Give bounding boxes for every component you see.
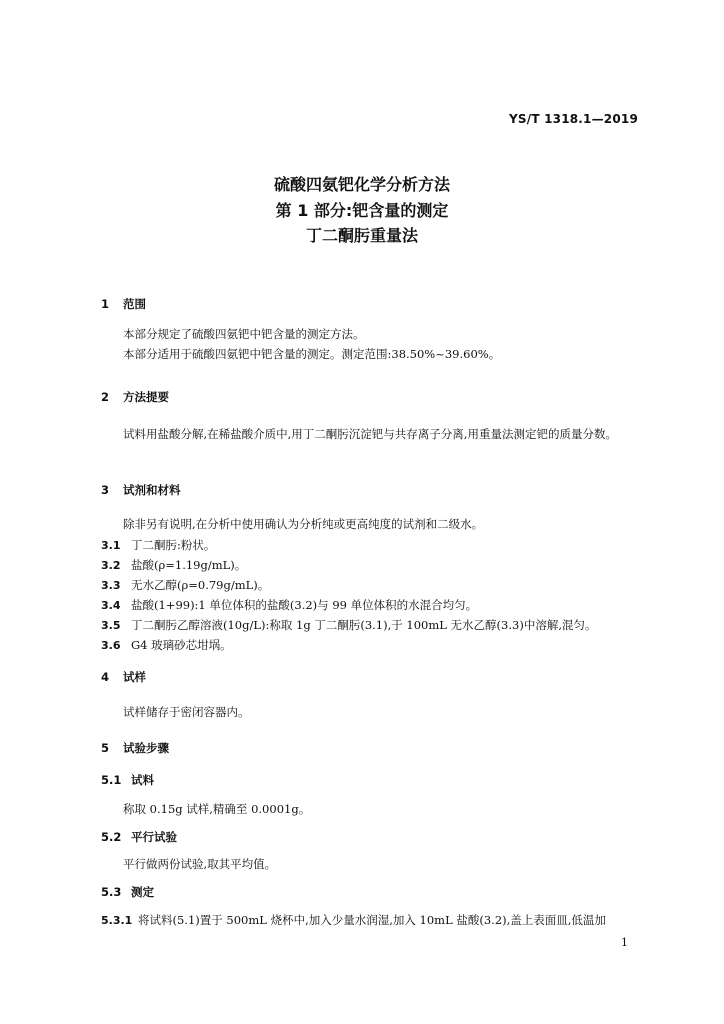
paragraph: 称取 0.15g 试样,精确至 0.0001g。: [123, 802, 311, 816]
subsection-title: 测定: [131, 885, 154, 899]
item-text: 将试料(5.1)置于 500mL 烧杯中,加入少量水润湿,加入 10mL 盐酸(3.2),盖上表面皿,低温加: [138, 913, 606, 927]
item-number: 3.2: [101, 559, 121, 572]
section-title: 试验步骤: [123, 741, 169, 755]
subsection-number: 5.1: [101, 773, 122, 787]
subsection-heading-test-portion: [101, 772, 154, 788]
section-number: 2: [101, 390, 110, 404]
section-number: 5: [101, 741, 110, 755]
section-heading-scope: [101, 296, 146, 312]
section-number: 1: [101, 297, 110, 311]
item-number: 3.6: [101, 639, 121, 652]
item-text: 丁二酮肟乙醇溶液(10g/L):称取 1g 丁二酮肟(3.1),于 100mL 无水乙醇(3.3)中溶解,混匀。: [131, 618, 597, 632]
reagent-item: [101, 597, 477, 613]
item-number: 5.3.1: [101, 914, 133, 927]
subsection-title: 平行试验: [131, 830, 177, 844]
section-heading-procedure: [101, 740, 169, 756]
section-title: 试样: [123, 670, 146, 684]
subsection-heading-parallel-test: [101, 829, 177, 845]
reagent-item: [101, 617, 596, 633]
reagent-item: [101, 537, 215, 553]
section-title: 方法提要: [123, 390, 169, 404]
document-title-line2: 第 1 部分:钯含量的测定: [275, 201, 449, 220]
paragraph: 本部分适用于硫酸四氨钯中钯含量的测定。测定范围:38.50%~39.60%。: [123, 347, 501, 361]
item-text: 盐酸(1+99):1 单位体积的盐酸(3.2)与 99 单位体积的水混合均匀。: [131, 598, 478, 612]
item-number: 3.3: [101, 579, 121, 592]
item-number: 3.5: [101, 619, 121, 632]
document-title-line3: 丁二酮肟重量法: [305, 226, 418, 245]
paragraph: 平行做两份试验,取其平均值。: [123, 857, 277, 871]
item-text: 盐酸(ρ=1.19g/mL)。: [131, 558, 247, 572]
document-title-line1: 硫酸四氨钯化学分析方法: [273, 175, 450, 194]
section-title: 试剂和材料: [123, 483, 181, 497]
paragraph: 本部分规定了硫酸四氨钯中钯含量的测定方法。: [123, 327, 365, 341]
paragraph: 试料用盐酸分解,在稀盐酸介质中,用丁二酮肟沉淀钯与共存离子分离,用重量法测定钯的质量分数。: [123, 427, 617, 441]
subsection-number: 5.2: [101, 830, 122, 844]
section-number: 4: [101, 670, 110, 684]
subsection-number: 5.3: [101, 885, 122, 899]
standard-code: YS/T 1318.1—2019: [509, 112, 638, 126]
reagent-item: [101, 557, 246, 573]
section-heading-sample: [101, 669, 146, 685]
subsection-heading-determination: [101, 884, 154, 900]
item-number: 3.1: [101, 539, 121, 552]
reagent-item: [101, 637, 232, 653]
section-heading-principle: [101, 389, 169, 405]
subsection-title: 试料: [131, 773, 154, 787]
section-title: 范围: [123, 297, 146, 311]
procedure-item: [101, 912, 606, 928]
section-heading-reagents: [101, 482, 181, 498]
paragraph: 除非另有说明,在分析中使用确认为分析纯或更高纯度的试剂和二级水。: [123, 517, 484, 531]
page-number: 1: [621, 936, 628, 949]
item-text: G4 玻璃砂芯坩埚。: [131, 638, 232, 652]
reagent-item: [101, 577, 269, 593]
section-number: 3: [101, 483, 110, 497]
item-text: 无水乙醇(ρ=0.79g/mL)。: [131, 578, 270, 592]
item-text: 丁二酮肟:粉状。: [131, 538, 216, 552]
paragraph: 试样储存于密闭容器内。: [123, 705, 250, 719]
item-number: 3.4: [101, 599, 121, 612]
